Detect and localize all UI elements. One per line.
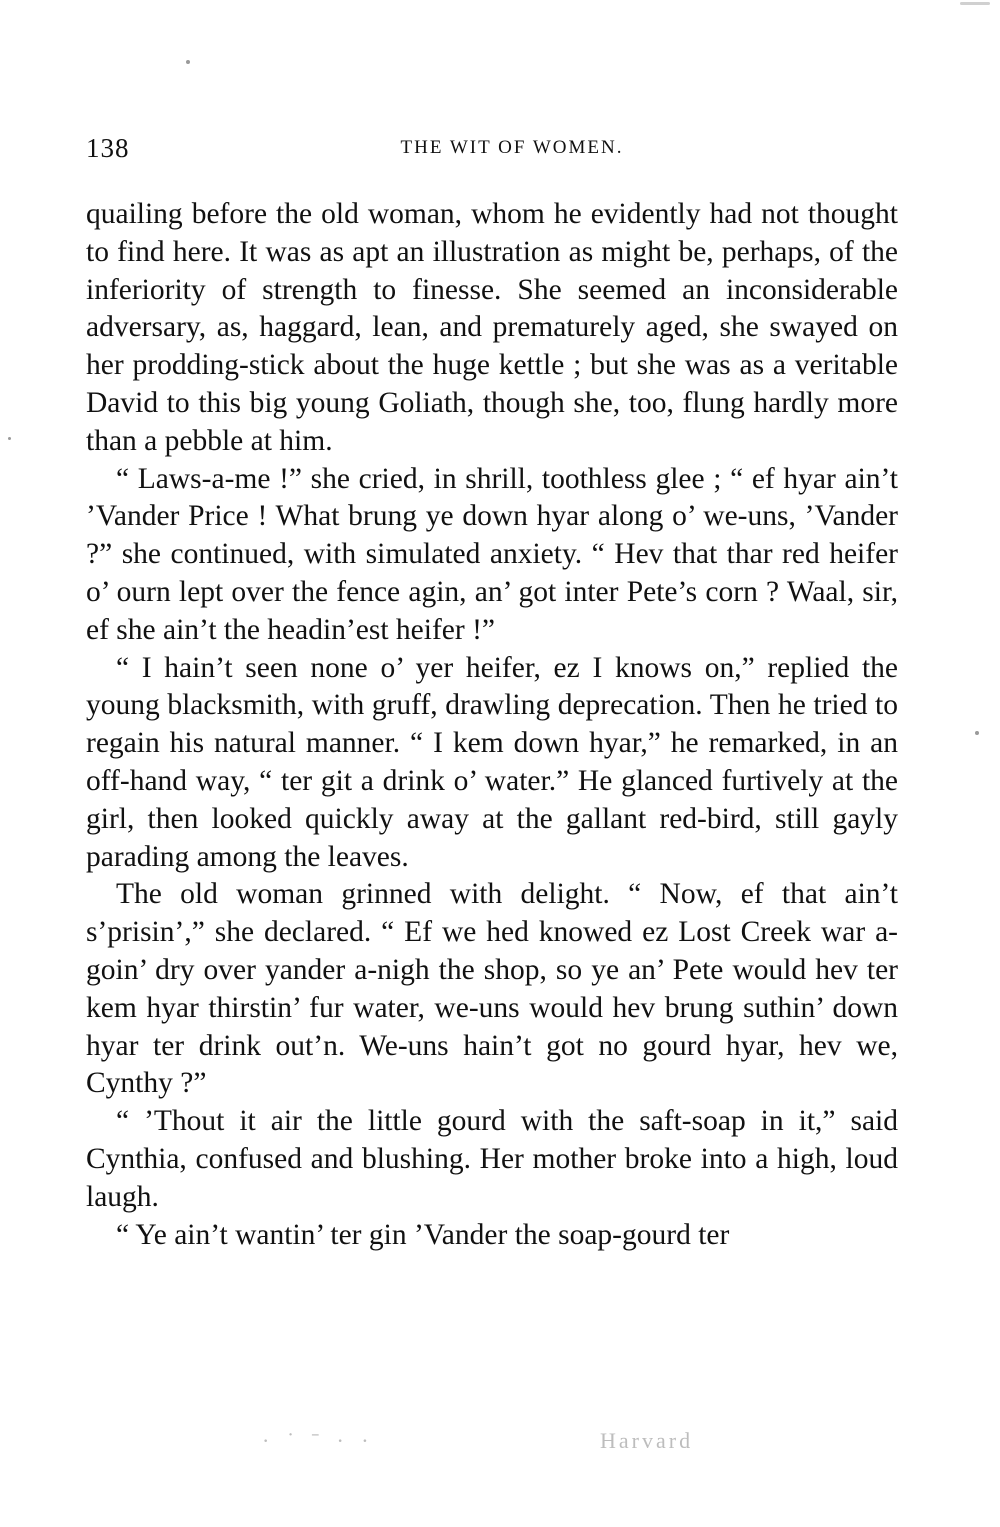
paragraph-continued: quailing before the old woman, whom he evidently had not thought to find here. It was as apt an illustration as might be, perhaps, of the inferiority of strength to finesse. She seemed an inconsiderable adversary, as, haggard, lean, and prematurely aged, she swayed on her prodding-stick about the huge kettle ; but she was as a veritable David to this big young Goliath, though she, too, flung hardly more than a pebble at him. (86, 198, 898, 457)
speck (960, 2, 990, 5)
speck (975, 731, 979, 735)
speck (186, 60, 190, 64)
page-number: 138 (86, 133, 130, 163)
paragraph: The old woman grinned with delight. “ Now, ef that ain’t s’prisin’,” she declared. “ Ef we hed knowed ez Lost Creek war a-goin’ dry over yander a-nigh the shop, so ye an’ Pete would hev ter kem hyar thirstin’ fur water, we-uns would hev brung suthin’ down hyar ter drink out’n. We-uns hain’t got no gourd hyar, hev we, Cynthy ?” (86, 878, 898, 1100)
paragraph: “ ’Thout it air the little gourd with the saft-soap in it,” said Cynthia, confused and blushing. Her mother broke into a high, loud laugh. (86, 1105, 898, 1213)
library-stamp-text: Harvard (600, 1428, 694, 1453)
paragraph: “ Laws-a-me !” she cried, in shrill, toothless glee ; “ ef hyar ain’t ’Vander Price ! What brung ye down hyar along o’ we-uns, ’Vander ?” she continued, with simulated anxiety. “ Hev that thar red heifer o’ ourn lept over the fence agin, an’ got inter Pete’s corn ? Waal, sir, ef she ain’t the headin’est heifer !” (86, 462, 898, 646)
body-text (86, 196, 898, 1254)
page-header (86, 133, 898, 173)
running-head: THE WIT OF WOMEN. (400, 137, 624, 158)
library-stamp (600, 1428, 693, 1454)
paragraph-continues: “ Ye ain’t wantin’ ter gin ’Vander the soap-gourd ter (116, 1218, 730, 1251)
faint-mark: · ˙ ˉ · · (262, 1428, 375, 1453)
speck (8, 437, 11, 440)
paragraph: “ I hain’t seen none o’ yer heifer, ez I knows on,” replied the young blacksmith, with gruff, drawling deprecation. Then he tried to regain his natural manner. “ I kem down hyar,” he remarked, in an off-hand way, “ ter git a drink o’ water.” He glanced furtively at the girl, then looked quickly away at the gallant red-bird, still gayly parading among the leaves. (86, 651, 898, 873)
